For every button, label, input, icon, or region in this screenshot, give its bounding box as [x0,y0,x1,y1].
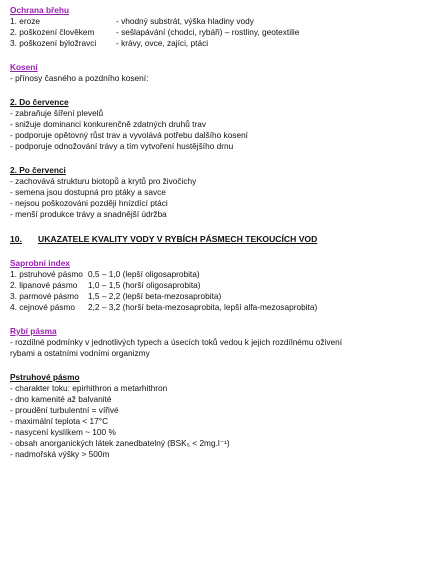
saprobni-label: 1. pstruhové pásmo [10,269,83,279]
list-item: - dno kamenité až balvanité [10,394,112,404]
ochrana-desc: - sešlapávání (chodci, rybáři) – rostliny, geotextilie [116,27,300,37]
saprobni-row [10,302,428,313]
saprobni-label: 4. cejnové pásmo [10,302,76,312]
saprobni-value: 1,0 – 1,5 (horší oligosaprobita) [88,280,201,290]
list-item: - menší produkce trávy a snadnější údržba [10,209,167,219]
heading-rybi-pasma: Rybí pásma [10,326,57,336]
list-item: - semena jsou dostupná pro ptáky a savce [10,187,166,197]
saprobni-value: 1,5 – 2,2 (lepší beta-mezosaprobita) [88,291,222,301]
saprobni-row [10,291,428,302]
list-item: - proudění turbulentní = vířivé [10,405,119,415]
heading-ochrana-brehu: Ochrana břehu [10,5,70,15]
ochrana-row [10,38,428,49]
saprobni-row [10,280,428,291]
paragraph-line: - rozdílné podmínky v jednotlivých typech a úsecích toků vedou k jejich rozdílnému oživení [10,337,343,347]
saprobni-value: 0,5 – 1,0 (lepší oligosaprobita) [88,269,200,279]
list-item: - zachovává strukturu biotopů a krytů pro živočichy [10,176,197,186]
list-item: - podporuje opětovný růst trav a vyvolává potřebu dalšího kosení [10,130,248,140]
list-item: - snižuje dominanci konkurenčně zdatných druhů trav [10,119,207,129]
saprobni-label: 2. lipanové pásmo [10,280,78,290]
list-item: - nejsou poškozováni později hnízdící ptáci [10,198,168,208]
heading-po-cervenci: 2. Po červenci [10,165,66,175]
heading-do-cervence: 2. Do července [10,97,69,107]
list-item: - přínosy časného a pozdního kosení: [10,73,149,83]
section-10-heading [10,233,428,245]
section-number: 10. [10,234,22,244]
document-page [10,5,428,460]
list-item: - zabraňuje šíření plevelů [10,108,104,118]
ochrana-label: 1. eroze [10,16,40,26]
list-item: - nadmořská výšky > 500m [10,449,110,459]
ochrana-label: 3. poškození býložravci [10,38,97,48]
heading-saprobni-index: Saprobní index [10,258,70,268]
saprobni-label: 3. parmové pásmo [10,291,79,301]
list-item: - maximální teplota < 17°C [10,416,109,426]
saprobni-value: 2,2 – 3,2 (horší beta-mezosaprobita, lepší alfa-mezosaprobita) [88,302,318,312]
list-item: - podporuje odnožování trávy a tím vytvoření hustějšího drnu [10,141,234,151]
heading-koseni: Kosení [10,62,38,72]
ochrana-table [10,16,428,49]
saprobni-row [10,269,428,280]
list-item: - charakter toku: epirhithron a metarhithron [10,383,168,393]
heading-pstruhove-pasmo: Pstruhové pásmo [10,372,80,382]
ochrana-row [10,16,428,27]
ochrana-row [10,27,428,38]
saprobni-table [10,269,428,313]
ochrana-label: 2. poškození člověkem [10,27,95,37]
section-title: UKAZATELE KVALITY VODY V RYBÍCH PÁSMECH TEKOUCÍCH VOD [38,234,318,244]
list-item: - obsah anorganických látek zanedbatelný (BSK₅ < 2mg.l⁻¹) [10,438,230,448]
ochrana-desc: - vhodný substrát, výška hladiny vody [116,16,254,26]
list-item: - nasycení kyslíkem ~ 100 % [10,427,116,437]
paragraph-line: rybami a ostatními vodními organizmy [10,348,150,358]
ochrana-desc: - krávy, ovce, zajíci, ptáci [116,38,209,48]
